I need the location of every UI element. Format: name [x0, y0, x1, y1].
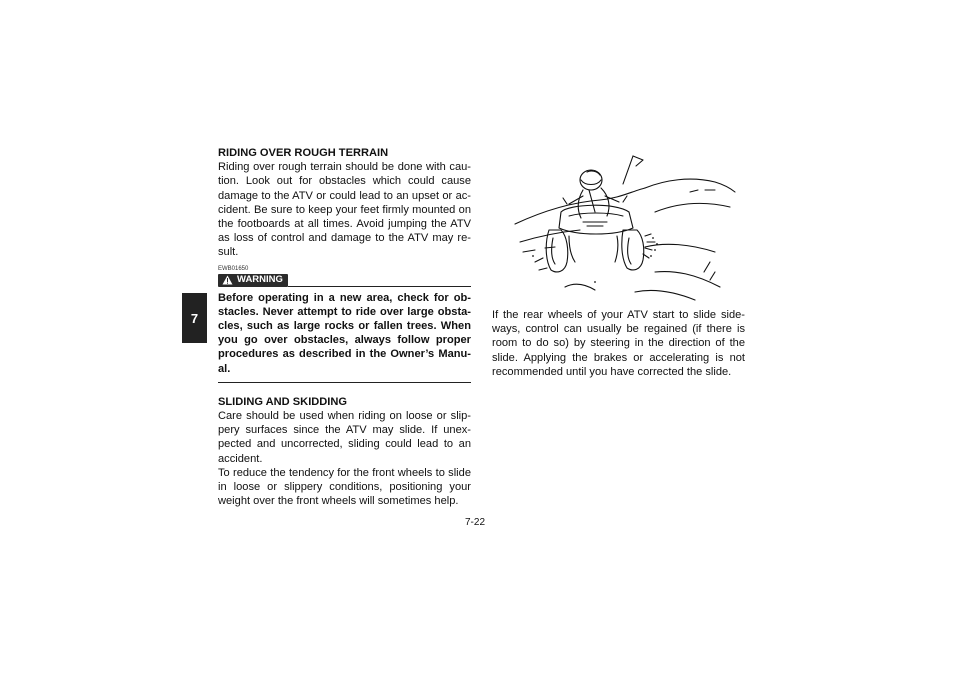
right-column — [492, 308, 745, 379]
paragraph-rough-terrain: Riding over rough terrain should be done with cau-tion. Look out for obstacles which could cause damage to the ATV or could lead to an upset or ac-cident. Be sure to keep your feet firmly mounted on the footboards at all times. Avoid jumping the ATV as loss of control and damage to the ATV may re-sult. — [218, 161, 471, 259]
warning-text: Before operating in a new area, check for ob-stacles. Never attempt to ride over large obsta-cles, such as large rocks or fallen trees. When you go over obstacles, always follow proper procedures as described in the Owner’s Manu-al. — [218, 291, 471, 383]
atv-rider-on-hill-illustration — [505, 152, 737, 302]
chapter-tab: 7 — [182, 293, 207, 343]
section-heading-rough-terrain: RIDING OVER ROUGH TERRAIN — [218, 147, 389, 159]
warning-triangle-icon — [222, 275, 233, 285]
paragraph-sliding-1: Care should be used when riding on loose or slip-pery surfaces since the ATV may slide. If unex-pected and uncorrected, sliding could lead to an accident. — [218, 410, 471, 465]
left-column — [218, 146, 471, 508]
warning-badge — [218, 274, 288, 287]
warning-divider — [288, 286, 471, 287]
page-number: 7-22 — [465, 517, 486, 528]
paragraph-sliding-2: To reduce the tendency for the front wheels to slide in loose or slippery conditions, positioning your weight over the front wheels will sometimes help. — [218, 466, 471, 508]
section-heading-sliding: SLIDING AND SKIDDING — [218, 395, 348, 408]
paragraph-rear-wheel-slide: If the rear wheels of your ATV start to slide side-ways, control can usually be regained (if there is room to do so) by steering in the direction of the slide. Applying the brakes or accelerating is not recommended until you have corrected the slide. — [492, 309, 745, 378]
warning-header — [218, 274, 471, 287]
warning-label: WARNING — [237, 274, 283, 286]
warning-code: EWB01650 — [218, 265, 249, 272]
